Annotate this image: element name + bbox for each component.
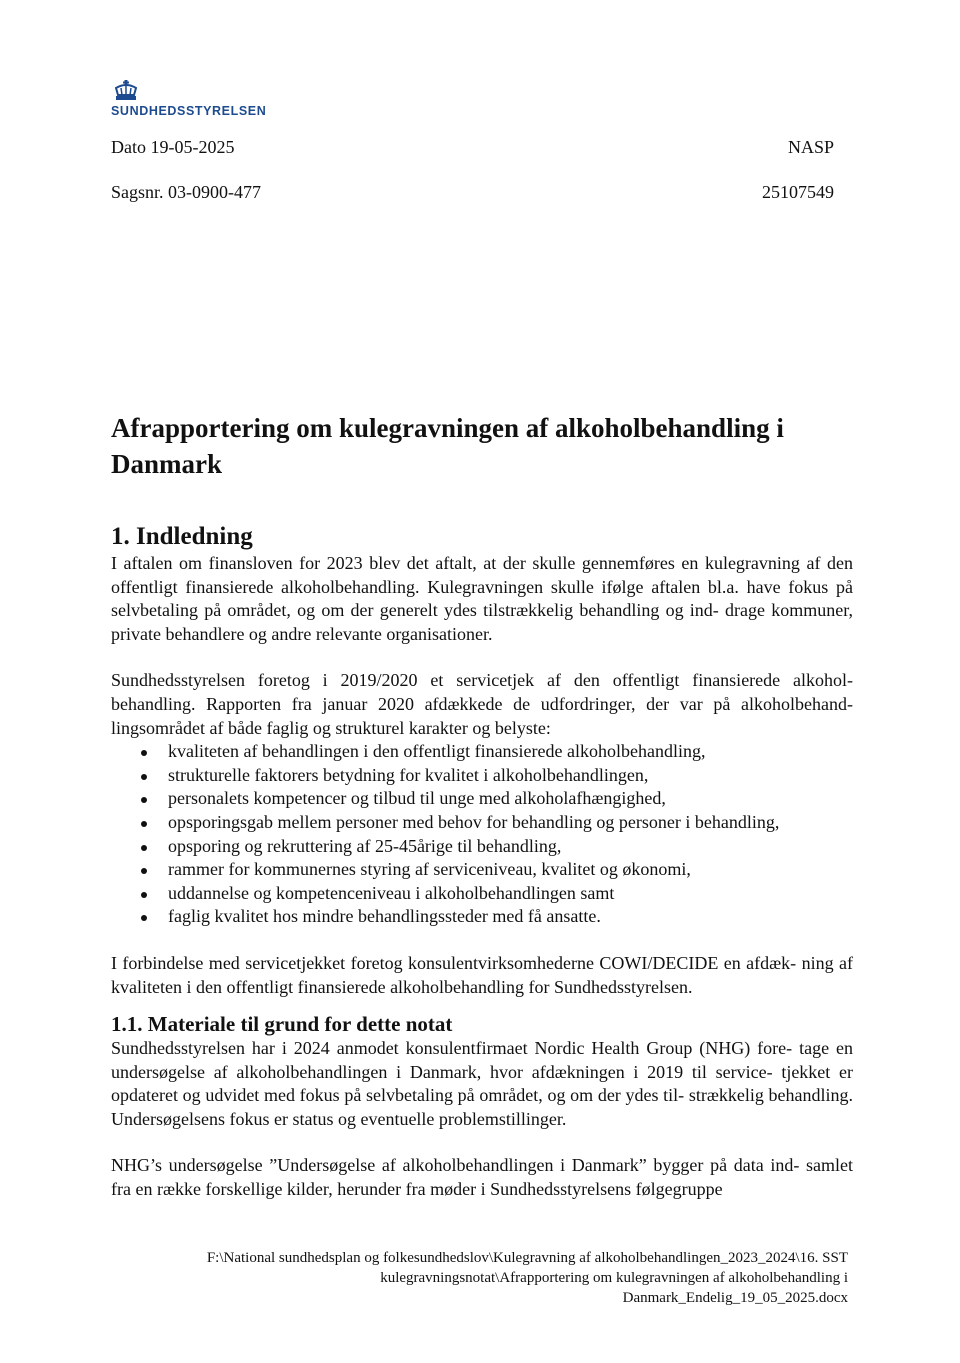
bullet-list — [111, 740, 853, 929]
logo-text: SUNDHEDSSTYRELSEN — [111, 104, 267, 118]
section-heading: 1. Indledning — [111, 523, 253, 550]
list-item: personalets kompetencer og tilbud til unge med alkoholafhængighed, — [111, 787, 853, 811]
bullet-icon — [141, 774, 147, 780]
list-item: rammer for kommunernes styring af serviceniveau, kvalitet og økonomi, — [111, 858, 853, 882]
meta-row-date — [111, 137, 834, 158]
paragraph: I aftalen om finansloven for 2023 blev det aftalt, at der skulle gennemføres en kulegravning af den offentligt finansierede alkoholbehandling. Kulegravningen skulle ifølge aftalen bl.a. have fokus på selvbetaling på området, og om der generelt ydes tilstrækkelig behandling og ind- drage kommuner, private behandlere og andre relevante organisationer. — [111, 553, 854, 644]
bullet-icon — [141, 797, 147, 803]
initials: NASP — [787, 137, 834, 157]
paragraph: Sundhedsstyrelsen foretog i 2019/2020 et servicetjek af den offentligt finansierede alkohol- behandling. Rapporten fra januar 2020 afdækkede de udfordringer, der var på alkoholbehand- lingsområdet af både faglig og strukturel karakter og belyste: — [111, 670, 853, 738]
subsection-heading: 1.1. Materiale til grund for dette notat — [111, 1012, 453, 1037]
bullet-icon — [141, 750, 147, 756]
bullet-icon — [141, 892, 147, 898]
list-item: strukturelle faktorers betydning for kvalitet i alkoholbehandlingen, — [111, 764, 853, 788]
paragraph: Sundhedsstyrelsen har i 2024 anmodet konsulentfirmaet Nordic Health Group (NHG) fore- tage en undersøgelse af alkoholbehandlingen i Danmark, hvor afdækningen i 2019 til service- tjekket er opdateret og udvidet med fokus på selvbetaling på området, og om der ydes til- strækkelig behandling. Undersøgelsens fokus er status og eventuelle problemstillinger. — [111, 1038, 854, 1129]
bullet-icon — [141, 845, 147, 851]
list-item: opsporing og rekruttering af 25-45årige til behandling, — [111, 835, 853, 859]
document-body — [111, 522, 853, 1202]
paragraph: NHG’s undersøgelse ”Undersøgelse af alkoholbehandlingen i Danmark” bygger på data ind- samlet fra en række forskellige kilder, herunder fra møder i Sundhedsstyrelsens følgegruppe — [111, 1155, 853, 1200]
date-label: Dato 19-05-2025 — [111, 137, 235, 157]
case-number: Sagsnr. 03-0900-477 — [111, 182, 261, 202]
meta-row-case — [111, 182, 834, 203]
crown-icon — [113, 80, 139, 102]
bullet-icon — [141, 915, 147, 921]
list-item: opsporingsgab mellem personer med behov for behandling og personer i behandling, — [111, 811, 853, 835]
document-number: 25107549 — [762, 182, 834, 202]
file-path-footer: F:\National sundhedsplan og folkesundhedslov\Kulegravning af alkoholbehandlingen_2023_2024\16. SST kulegravningsnotat\Afrapportering om kulegravningen af alkoholbehandling i Danmark_Endelig_19_05_2025.docx — [206, 1250, 848, 1306]
list-item: kvaliteten af behandlingen i den offentligt finansierede alkoholbehandling, — [111, 740, 853, 764]
bullet-icon — [141, 868, 147, 874]
document-title: Afrapportering om kulegravningen af alkoholbehandling i Danmark — [111, 413, 784, 479]
list-item: uddannelse og kompetenceniveau i alkoholbehandlingen samt — [111, 882, 853, 906]
logo — [111, 80, 281, 118]
paragraph: I forbindelse med servicetjekket foretog konsulentvirksomhederne COWI/DECIDE en afdæk- ning af kvaliteten i den offentligt finansierede alkoholbehandling for Sundhedsstyrelsen. — [111, 952, 853, 997]
bullet-icon — [141, 821, 147, 827]
list-item: faglig kvalitet hos mindre behandlingssteder med få ansatte. — [111, 905, 853, 929]
